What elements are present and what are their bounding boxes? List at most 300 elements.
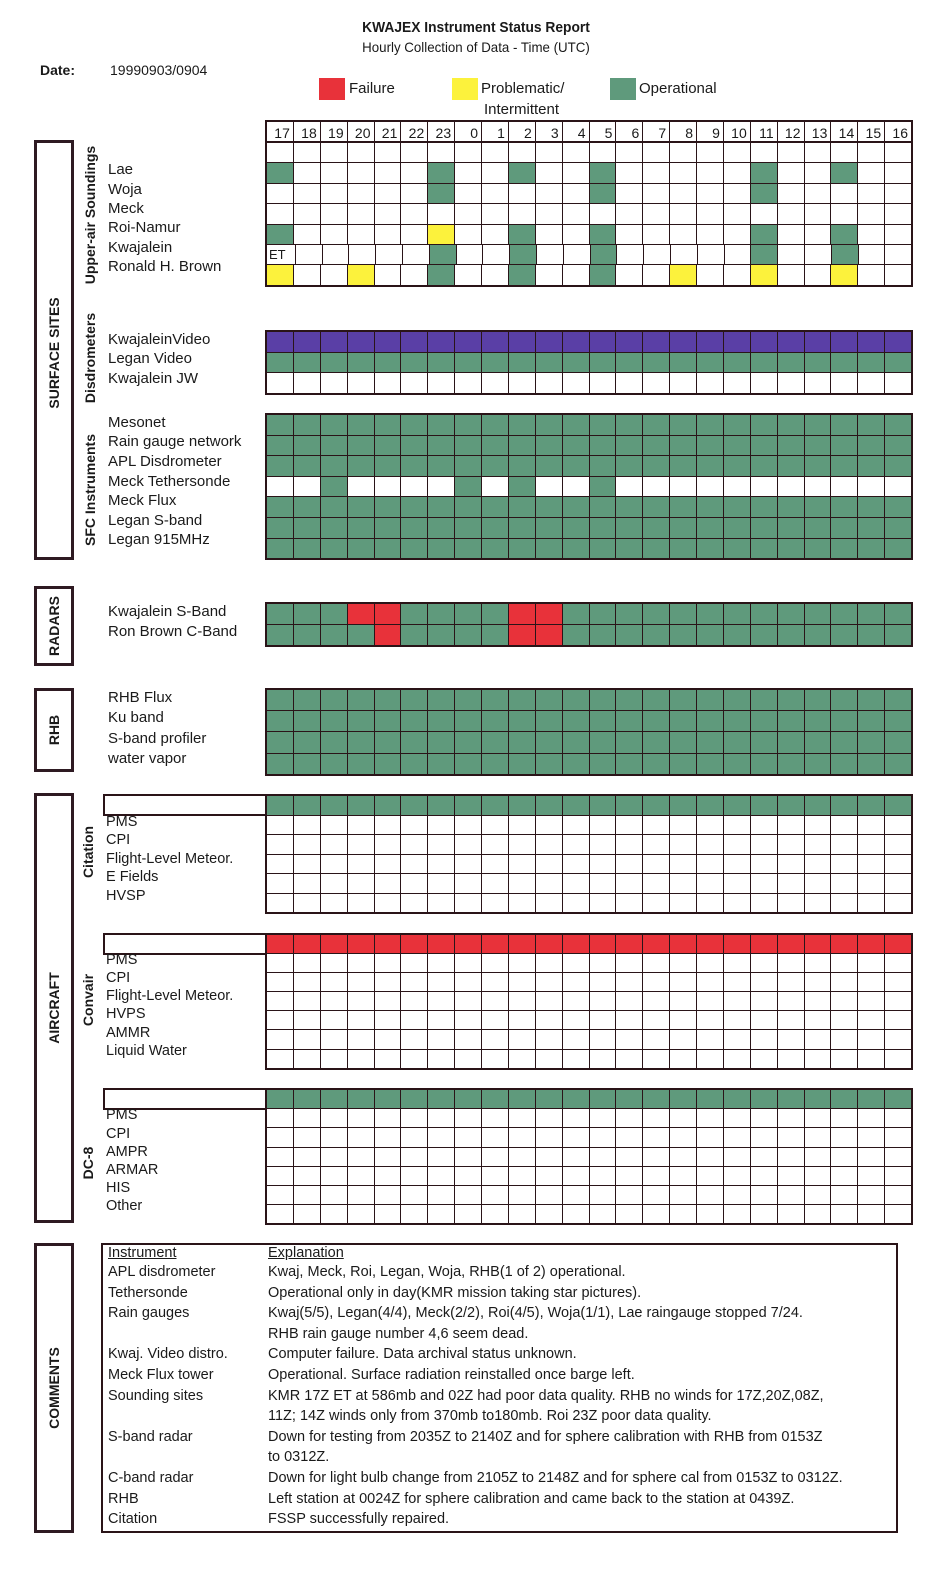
status-cell: [884, 518, 911, 538]
status-cell: [535, 415, 562, 435]
status-cell: [589, 1167, 616, 1185]
status-cell: [723, 954, 750, 972]
status-cell: [400, 497, 427, 517]
status-cell: [615, 855, 642, 874]
status-row: [267, 1127, 911, 1146]
status-cell: [320, 163, 347, 182]
convair-status-bar: [267, 935, 911, 953]
status-cell: [481, 604, 508, 624]
status-cell: [454, 497, 481, 517]
status-cell: [400, 604, 427, 624]
status-cell: [508, 184, 535, 203]
status-cell: [481, 204, 508, 223]
status-cell: [669, 332, 696, 352]
row-label: Meck Tethersonde: [108, 472, 231, 490]
status-cell: [696, 1030, 723, 1048]
status-cell: [777, 204, 804, 223]
status-cell: [777, 973, 804, 991]
status-cell: [562, 973, 589, 991]
status-cell: [777, 935, 804, 953]
status-cell: [347, 1030, 374, 1048]
status-cell: [750, 1128, 777, 1146]
status-cell: [535, 373, 562, 393]
status-cell: [535, 935, 562, 953]
status-cell: [804, 353, 831, 373]
status-cell: [535, 1109, 562, 1127]
status-cell: [562, 1167, 589, 1185]
status-cell: [723, 835, 750, 854]
status-cell: [857, 625, 884, 645]
status-cell: [347, 973, 374, 991]
status-cell: [723, 225, 750, 244]
status-cell: [669, 265, 696, 284]
status-cell: [508, 225, 535, 244]
status-cell: [884, 935, 911, 953]
status-cell: [589, 456, 616, 476]
status-cell: [669, 436, 696, 456]
status-cell: [454, 874, 481, 893]
status-cell: [267, 184, 293, 203]
status-cell: [777, 1128, 804, 1146]
status-cell: [400, 1030, 427, 1048]
status-cell: [427, 625, 454, 645]
status-cell: [481, 265, 508, 284]
status-cell: [750, 456, 777, 476]
status-cell: [320, 436, 347, 456]
status-cell: [589, 1090, 616, 1108]
status-cell: [777, 625, 804, 645]
status-cell: [267, 456, 293, 476]
row-label: Ku band: [108, 709, 164, 727]
status-cell: [400, 732, 427, 752]
comments-table: [101, 1243, 898, 1533]
status-cell: [884, 436, 911, 456]
status-cell: [374, 1030, 401, 1048]
status-cell: [400, 225, 427, 244]
status-cell: [427, 894, 454, 913]
status-cell: [562, 1128, 589, 1146]
status-row: [267, 873, 911, 893]
status-cell: [696, 184, 723, 203]
status-cell: ET: [267, 245, 295, 264]
status-cell: [454, 225, 481, 244]
status-cell: [374, 518, 401, 538]
status-cell: [320, 992, 347, 1010]
status-cell: [830, 1011, 857, 1029]
status-cell: [347, 690, 374, 710]
status-cell: [615, 711, 642, 731]
status-cell: [535, 625, 562, 645]
status-cell: [723, 163, 750, 182]
status-cell: [669, 1030, 696, 1048]
status-cell: [696, 992, 723, 1010]
status-cell: [267, 265, 293, 284]
status-cell: [562, 415, 589, 435]
status-cell: [884, 1148, 911, 1166]
status-cell: [481, 1090, 508, 1108]
status-cell: [615, 690, 642, 710]
status-cell: [347, 265, 374, 284]
status-cell: [562, 373, 589, 393]
status-cell: [456, 245, 483, 264]
status-cell: [427, 436, 454, 456]
status-cell: [857, 163, 884, 182]
status-cell: [481, 935, 508, 953]
status-cell: [642, 353, 669, 373]
status-cell: [400, 143, 427, 162]
disdrometers-grid: [265, 330, 913, 395]
status-cell: [267, 1050, 293, 1068]
row-label: Legan S-band: [108, 511, 203, 529]
status-cell: [454, 1205, 481, 1223]
status-cell: [454, 1011, 481, 1029]
status-cell: [508, 1109, 535, 1127]
status-cell: [642, 415, 669, 435]
status-cell: [830, 1030, 857, 1048]
status-cell: [508, 855, 535, 874]
status-cell: [562, 497, 589, 517]
comment-explanation: Computer failure. Data archival status unknown.: [268, 1346, 577, 1363]
row-label: KwajaleinVideo: [108, 330, 211, 348]
status-cell: [669, 1128, 696, 1146]
status-cell: [615, 732, 642, 752]
status-cell: [454, 855, 481, 874]
status-cell: [615, 894, 642, 913]
status-cell: [884, 1011, 911, 1029]
status-cell: [669, 604, 696, 624]
hour-label: 9: [696, 122, 723, 143]
status-cell: [830, 1109, 857, 1127]
status-cell: [589, 373, 616, 393]
status-cell: [669, 373, 696, 393]
status-cell: [777, 184, 804, 203]
status-cell: [481, 835, 508, 854]
status-cell: [535, 1167, 562, 1185]
status-cell: [804, 373, 831, 393]
status-cell: [589, 1128, 616, 1146]
status-cell: [508, 332, 535, 352]
status-cell: [857, 855, 884, 874]
status-cell: [293, 1128, 320, 1146]
status-cell: [615, 935, 642, 953]
status-cell: [320, 732, 347, 752]
status-cell: [615, 1011, 642, 1029]
status-cell: [642, 711, 669, 731]
status-cell: [374, 1050, 401, 1068]
status-cell: [669, 796, 696, 815]
status-cell: [454, 1148, 481, 1166]
status-cell: [884, 954, 911, 972]
status-cell: [293, 265, 320, 284]
status-cell: [615, 225, 642, 244]
radars-grid: [265, 602, 913, 647]
status-cell: [669, 415, 696, 435]
status-cell: [481, 973, 508, 991]
status-cell: [267, 816, 293, 835]
status-cell: [777, 225, 804, 244]
status-cell: [830, 690, 857, 710]
status-cell: [536, 245, 563, 264]
status-cell: [696, 754, 723, 774]
status-cell: [535, 332, 562, 352]
status-cell: [348, 245, 375, 264]
status-cell: [508, 754, 535, 774]
hour-label: 3: [535, 122, 562, 143]
status-cell: [830, 353, 857, 373]
status-cell: [804, 1205, 831, 1223]
status-cell: [508, 1050, 535, 1068]
status-cell: [347, 1148, 374, 1166]
status-cell: [589, 954, 616, 972]
status-cell: [454, 456, 481, 476]
status-cell: [535, 954, 562, 972]
status-cell: [723, 711, 750, 731]
status-cell: [884, 1030, 911, 1048]
hour-label: 1: [481, 122, 508, 143]
status-cell: [267, 935, 293, 953]
status-cell: [777, 711, 804, 731]
status-cell: [830, 1050, 857, 1068]
hour-label: 23: [427, 122, 454, 143]
status-cell: [857, 477, 884, 497]
status-row: [267, 834, 911, 854]
status-cell: [884, 1128, 911, 1146]
status-row: [267, 604, 911, 624]
status-cell: [642, 518, 669, 538]
comment-instrument: Tethersonde: [108, 1284, 188, 1301]
status-cell: [347, 935, 374, 953]
status-cell: [400, 935, 427, 953]
status-cell: [884, 184, 911, 203]
status-cell: [562, 604, 589, 624]
status-cell: [293, 1109, 320, 1127]
status-cell: [374, 456, 401, 476]
status-cell: [777, 1030, 804, 1048]
status-cell: [347, 1109, 374, 1127]
status-cell: [427, 1148, 454, 1166]
status-cell: [535, 265, 562, 284]
status-cell: [804, 1011, 831, 1029]
status-row: [267, 1147, 911, 1166]
row-label: Rain gauge network: [108, 433, 242, 451]
status-cell: [347, 796, 374, 815]
status-cell: [615, 1148, 642, 1166]
status-cell: [884, 754, 911, 774]
status-cell: [615, 1186, 642, 1204]
status-row: [267, 1010, 911, 1029]
hour-label: 2: [508, 122, 535, 143]
status-cell: [750, 1167, 777, 1185]
status-cell: [427, 732, 454, 752]
status-cell: [804, 1050, 831, 1068]
status-cell: [697, 245, 724, 264]
status-cell: [454, 894, 481, 913]
status-cell: [830, 477, 857, 497]
status-cell: [267, 163, 293, 182]
status-cell: [884, 497, 911, 517]
status-cell: [509, 245, 536, 264]
status-cell: [320, 973, 347, 991]
status-cell: [615, 835, 642, 854]
status-cell: [374, 625, 401, 645]
status-cell: [804, 436, 831, 456]
status-cell: [750, 690, 777, 710]
row-label: HIS: [106, 1180, 131, 1197]
status-cell: [777, 143, 804, 162]
status-cell: [884, 604, 911, 624]
status-cell: [669, 992, 696, 1010]
status-cell: [374, 1205, 401, 1223]
status-cell: [293, 690, 320, 710]
status-cell: [696, 935, 723, 953]
status-cell: [723, 1167, 750, 1185]
date-value: 19990903/0904: [110, 62, 208, 78]
status-cell: [642, 332, 669, 352]
status-cell: [454, 604, 481, 624]
status-cell: [374, 1186, 401, 1204]
status-cell: [320, 690, 347, 710]
status-cell: [642, 935, 669, 953]
status-cell: [454, 711, 481, 731]
status-cell: [454, 1167, 481, 1185]
status-row: [267, 1185, 911, 1204]
status-cell: [454, 1186, 481, 1204]
comment-explanation: FSSP successfully repaired.: [268, 1511, 450, 1528]
status-cell: [374, 754, 401, 774]
status-cell: [804, 225, 831, 244]
status-cell: [884, 477, 911, 497]
status-cell: [454, 332, 481, 352]
status-cell: [267, 332, 293, 352]
status-cell: [267, 225, 293, 244]
status-cell: [347, 163, 374, 182]
row-label: Roi-Namur: [108, 219, 181, 237]
status-row: [267, 435, 911, 456]
status-cell: [535, 518, 562, 538]
status-cell: [830, 894, 857, 913]
status-cell: [642, 625, 669, 645]
status-cell: [615, 373, 642, 393]
status-cell: [884, 1186, 911, 1204]
status-cell: [830, 874, 857, 893]
status-cell: [508, 415, 535, 435]
status-cell: [562, 1186, 589, 1204]
status-cell: [400, 1205, 427, 1223]
status-cell: [884, 711, 911, 731]
status-cell: [562, 992, 589, 1010]
status-cell: [427, 1205, 454, 1223]
convair-label: Convair: [80, 973, 96, 1027]
status-cell: [267, 373, 293, 393]
status-cell: [696, 353, 723, 373]
status-cell: [400, 874, 427, 893]
status-cell: [750, 894, 777, 913]
status-cell: [804, 415, 831, 435]
status-cell: [267, 604, 293, 624]
status-cell: [293, 855, 320, 874]
comment-explanation: Down for testing from 2035Z to 2140Z and for sphere calibration with RHB from 0153Z: [268, 1428, 823, 1445]
status-cell: [374, 604, 401, 624]
status-cell: [508, 518, 535, 538]
status-cell: [508, 625, 535, 645]
status-cell: [669, 456, 696, 476]
status-cell: [427, 835, 454, 854]
status-cell: [508, 954, 535, 972]
status-cell: [884, 690, 911, 710]
status-cell: [454, 1128, 481, 1146]
status-cell: [804, 1167, 831, 1185]
status-cell: [857, 265, 884, 284]
status-cell: [750, 245, 777, 264]
status-cell: [723, 1186, 750, 1204]
status-cell: [696, 1090, 723, 1108]
status-cell: [454, 954, 481, 972]
status-cell: [589, 1148, 616, 1166]
status-cell: [750, 477, 777, 497]
status-cell: [347, 754, 374, 774]
status-cell: [777, 353, 804, 373]
status-cell: [481, 184, 508, 203]
status-cell: [857, 1167, 884, 1185]
status-cell: [723, 992, 750, 1010]
status-cell: [320, 225, 347, 244]
status-cell: [777, 754, 804, 774]
status-cell: [777, 1050, 804, 1068]
status-cell: [508, 1030, 535, 1048]
status-cell: [669, 874, 696, 893]
row-label: Woja: [108, 180, 142, 198]
status-cell: [535, 1148, 562, 1166]
status-cell: [374, 163, 401, 182]
status-row: [267, 162, 911, 182]
status-cell: [750, 1109, 777, 1127]
status-row: [267, 224, 911, 244]
status-cell: [454, 1109, 481, 1127]
status-cell: [589, 754, 616, 774]
status-cell: [696, 415, 723, 435]
status-cell: [642, 816, 669, 835]
status-cell: [454, 816, 481, 835]
status-cell: [777, 163, 804, 182]
hour-label: 8: [669, 122, 696, 143]
status-cell: [830, 625, 857, 645]
status-cell: [615, 992, 642, 1010]
status-cell: [508, 992, 535, 1010]
status-cell: [830, 754, 857, 774]
status-cell: [293, 539, 320, 559]
status-cell: [723, 1090, 750, 1108]
sfc-instruments-label: SFC Instruments: [82, 433, 98, 547]
status-cell: [427, 1167, 454, 1185]
status-cell: [615, 184, 642, 203]
status-cell: [696, 1050, 723, 1068]
status-cell: [320, 625, 347, 645]
status-row: [267, 953, 911, 972]
status-cell: [293, 711, 320, 731]
status-cell: [562, 456, 589, 476]
status-cell: [884, 1090, 911, 1108]
status-cell: [293, 184, 320, 203]
status-cell: [427, 935, 454, 953]
status-cell: [374, 711, 401, 731]
status-cell: [562, 711, 589, 731]
status-cell: [562, 1011, 589, 1029]
disdrometers-label: Disdrometers: [82, 312, 98, 404]
status-cell: [374, 539, 401, 559]
status-cell: [830, 184, 857, 203]
status-cell: [804, 732, 831, 752]
date-label: Date:: [40, 62, 76, 78]
